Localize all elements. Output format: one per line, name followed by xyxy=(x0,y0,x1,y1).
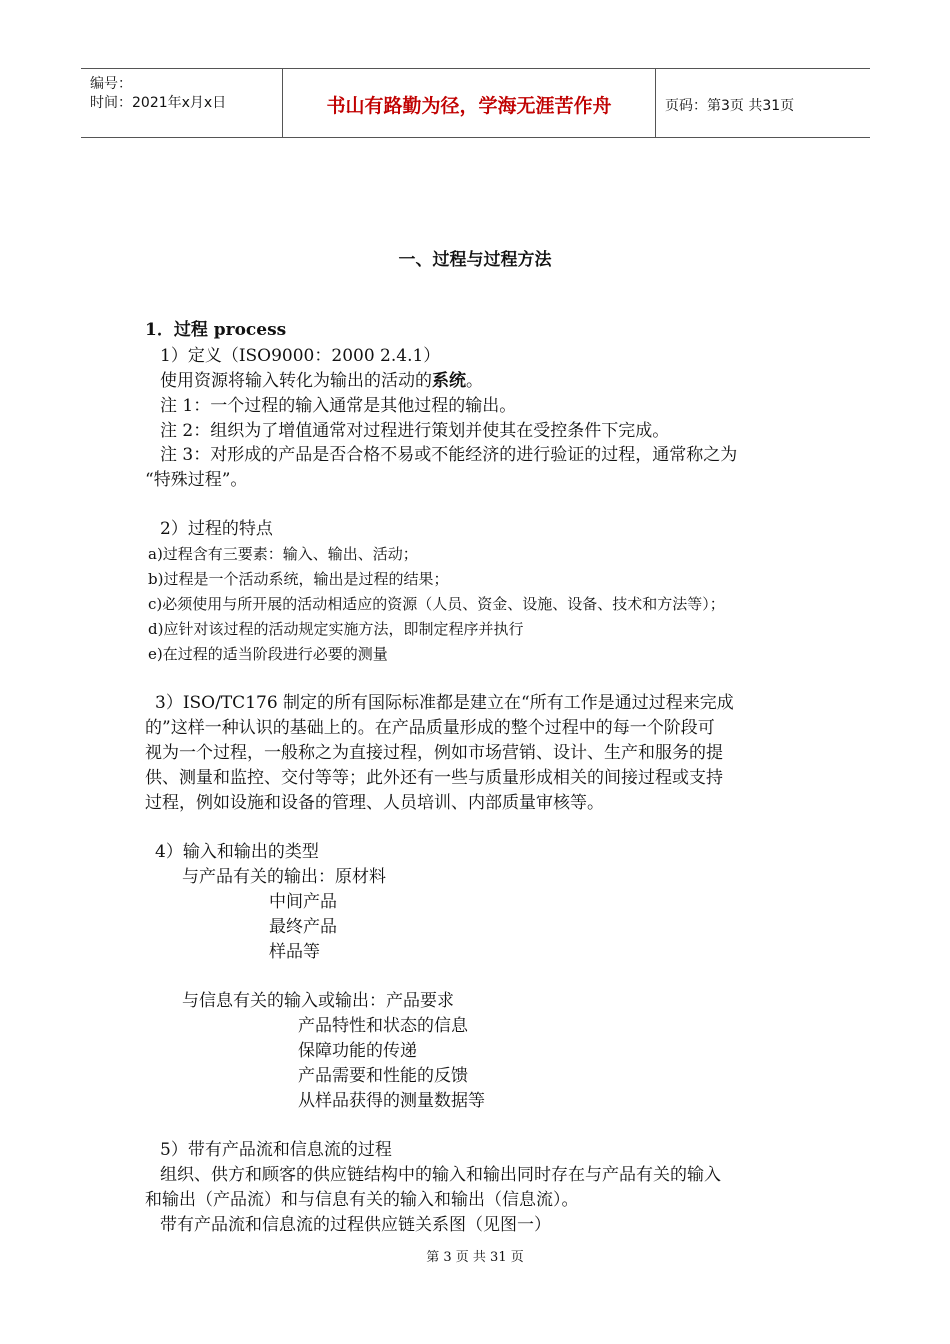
note-3-line2: “特殊过程”。 xyxy=(145,470,248,490)
heading-process: 1．过程 process xyxy=(145,320,287,340)
product-output-item: 最终产品 xyxy=(269,917,337,937)
flow-process-line2: 和输出（产品流）和与信息有关的输入和输出（信息流）。 xyxy=(145,1190,579,1210)
feature-d: d)应针对该过程的活动规定实施方法，即制定程序并执行 xyxy=(148,620,524,638)
flow-process-line1: 组织、供方和顾客的供应链结构中的输入和输出同时存在与产品有关的输入 xyxy=(160,1165,721,1185)
header-page-info: 页码：第3页 共31页 xyxy=(665,98,795,114)
definition-title: 1）定义（ISO9000：2000 2.4.1） xyxy=(160,346,441,366)
page-footer: 第 3 页 共 31 页 xyxy=(426,1250,524,1265)
feature-a: a)过程含有三要素：输入、输出、活动； xyxy=(148,545,418,563)
section-title: 一、过程与过程方法 xyxy=(398,250,552,270)
feature-c: c)必须使用与所开展的活动相适应的资源（人员、资金、设施、设备、技术和方法等）； xyxy=(148,595,725,613)
product-output-item: 中间产品 xyxy=(269,892,337,912)
paragraph-3-line5: 过程，例如设施和设备的管理、人员培训、内部质量审核等。 xyxy=(145,793,604,813)
io-types-title: 4）输入和输出的类型 xyxy=(155,842,319,862)
header-page-cell xyxy=(656,69,870,137)
info-io-item: 从样品获得的测量数据等 xyxy=(298,1091,485,1111)
info-io-item: 产品特性和状态的信息 xyxy=(298,1016,468,1036)
document-header xyxy=(81,68,870,138)
product-output-label: 与产品有关的输出：原材料 xyxy=(182,867,386,887)
paragraph-3-line1: 3）ISO/TC176 制定的所有国际标准都是建立在“所有工作是通过过程来完成 xyxy=(155,693,734,713)
paragraph-3-line2: 的”这样一种认识的基础上的。在产品质量形成的整个过程中的每一个阶段可 xyxy=(145,718,715,738)
note-1: 注 1：一个过程的输入通常是其他过程的输出。 xyxy=(160,396,517,416)
features-title: 2）过程的特点 xyxy=(160,519,273,539)
header-left-cell xyxy=(81,69,283,137)
info-io-label: 与信息有关的输入或输出：产品要求 xyxy=(182,991,454,1011)
feature-e: e)在过程的适当阶段进行必要的测量 xyxy=(148,645,388,663)
paragraph-3-line4: 供、测量和监控、交付等等；此外还有一些与质量形成相关的间接过程或支持 xyxy=(145,768,723,788)
document-time-label: 时间：2021年x月x日 xyxy=(90,95,227,111)
header-motto: 书山有路勤为径，学海无涯苦作舟 xyxy=(326,95,612,117)
feature-b: b)过程是一个活动系统，输出是过程的结果； xyxy=(148,570,449,588)
definition-text: 使用资源将输入转化为输出的活动的系统。 xyxy=(160,371,483,391)
document-number-label: 编号： xyxy=(90,76,132,92)
info-io-item: 保障功能的传递 xyxy=(298,1041,417,1061)
info-io-item: 产品需要和性能的反馈 xyxy=(298,1066,468,1086)
product-output-item: 样品等 xyxy=(269,942,320,962)
paragraph-3-line3: 视为一个过程，一般称之为直接过程，例如市场营销、设计、生产和服务的提 xyxy=(145,743,723,763)
header-motto-cell xyxy=(283,69,656,137)
note-3-line1: 注 3：对形成的产品是否合格不易或不能经济的进行验证的过程，通常称之为 xyxy=(160,445,738,465)
flow-process-title: 5）带有产品流和信息流的过程 xyxy=(160,1140,392,1160)
flow-process-line3: 带有产品流和信息流的过程供应链关系图（见图一） xyxy=(160,1215,551,1235)
note-2: 注 2：组织为了增值通常对过程进行策划并使其在受控条件下完成。 xyxy=(160,421,670,441)
